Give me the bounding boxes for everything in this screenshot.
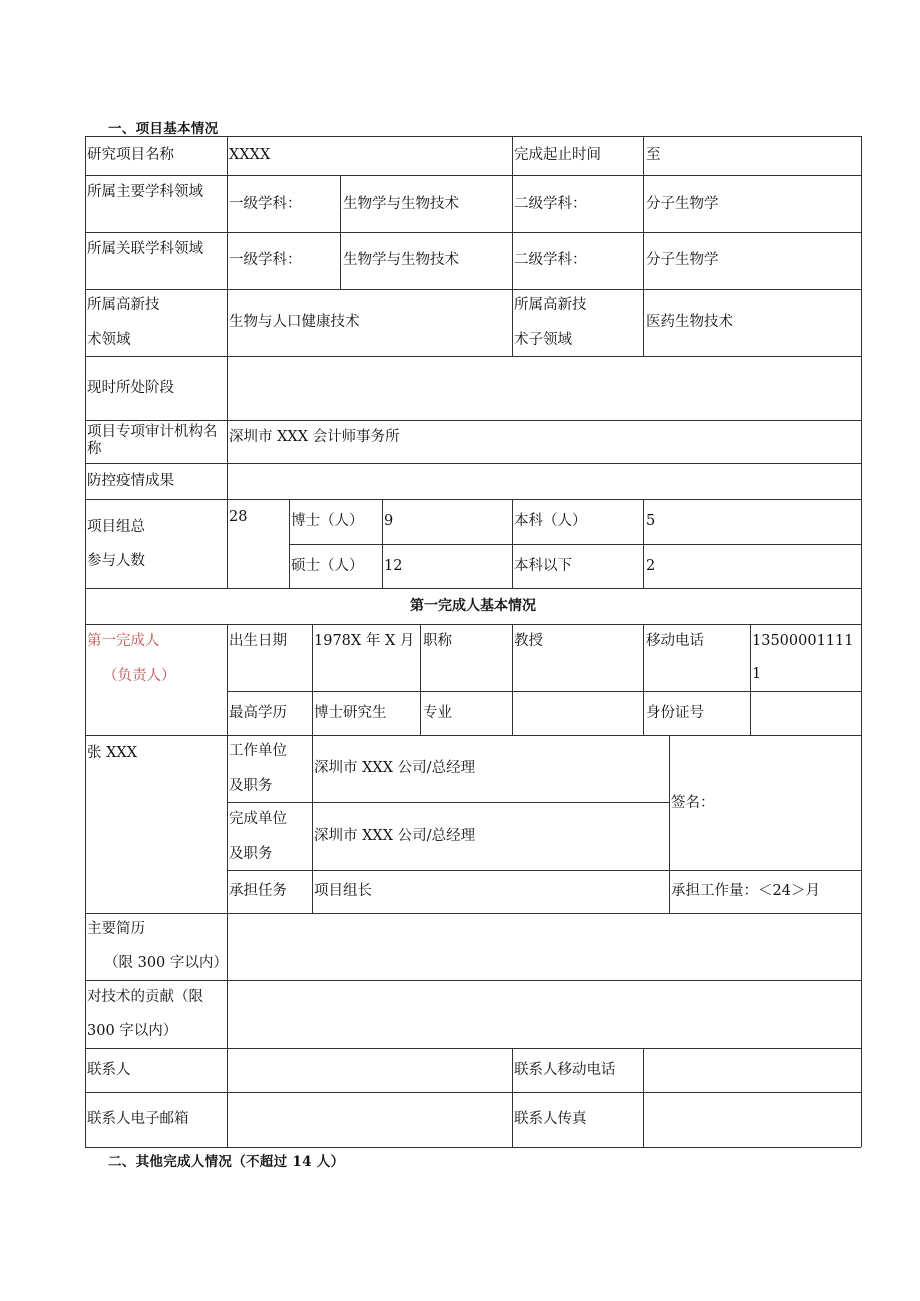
team-label-line1: 项目组总 (87, 519, 145, 535)
first-person-role-line2: （负责人） (103, 668, 176, 684)
related-field-label: 所属关联学科领域 (87, 241, 203, 257)
major-value[interactable] (513, 692, 642, 734)
resume-label-line2: （限 300 字以内） (104, 955, 228, 971)
contact-email-label: 联系人电子邮箱 (87, 1111, 189, 1127)
epidemic-value[interactable] (228, 464, 860, 498)
main-level2-label: 二级学科： (514, 196, 587, 212)
contact-email-value[interactable] (228, 1093, 511, 1146)
below-bachelor-label: 本科以下 (514, 558, 572, 574)
phd-value[interactable]: 9 (384, 513, 394, 529)
bachelor-value[interactable]: 5 (646, 513, 656, 529)
related-level2-label: 二级学科： (514, 252, 587, 268)
audit-label-line1: 项目专项审计机构名 (87, 424, 218, 440)
contact-label: 联系人 (87, 1062, 131, 1078)
contact-fax-label: 联系人传真 (514, 1111, 587, 1127)
task-value[interactable]: 项目组长 (314, 883, 372, 899)
hitech-sub-label-line2: 术子领域 (514, 332, 572, 348)
related-level1-value[interactable]: 生物学与生物技术 (343, 252, 459, 268)
main-field-label: 所属主要学科领域 (87, 184, 203, 200)
contact-mobile-value[interactable] (644, 1049, 860, 1091)
project-name-value[interactable]: XXXX (229, 147, 271, 163)
resume-label-line1: 主要简历 (87, 921, 145, 937)
audit-value[interactable]: 深圳市 XXX 会计师事务所 (229, 429, 400, 445)
major-label: 专业 (423, 705, 452, 721)
hitech-value[interactable]: 生物与人口健康技术 (229, 314, 360, 330)
contact-value[interactable] (228, 1049, 511, 1091)
contribution-label-line2: 300 字以内） (87, 1023, 178, 1039)
main-level1-value[interactable]: 生物学与生物技术 (343, 196, 459, 212)
finish-unit-label-line2: 及职务 (229, 846, 273, 862)
period-value[interactable]: 至 (646, 147, 661, 163)
bachelor-label: 本科（人） (514, 513, 587, 529)
contact-fax-value[interactable] (644, 1093, 860, 1146)
stage-label: 现时所处阶段 (87, 380, 174, 396)
first-person-name[interactable]: 张 XXX (87, 745, 138, 761)
section-1-heading: 一、项目基本情况 (108, 121, 219, 137)
mobile-value-line1[interactable]: 13500001111 (752, 633, 854, 649)
id-label: 身份证号 (646, 705, 704, 721)
team-label-line2: 参与人数 (87, 553, 145, 569)
work-unit-label-line1: 工作单位 (229, 743, 287, 759)
hitech-sub-value[interactable]: 医药生物技术 (646, 314, 733, 330)
phd-label: 博士（人） (291, 513, 364, 529)
first-person-section-title: 第一完成人基本情况 (410, 598, 536, 614)
title-label: 职称 (423, 633, 452, 649)
workload-label: 承担工作量：＜24＞月 (671, 883, 820, 899)
birth-value[interactable]: 1978X 年 X 月 (314, 633, 415, 649)
related-level1-label: 一级学科： (229, 252, 302, 268)
task-label: 承担任务 (229, 883, 287, 899)
birth-label: 出生日期 (229, 633, 287, 649)
master-label: 硕士（人） (291, 558, 364, 574)
mobile-label: 移动电话 (646, 633, 704, 649)
master-value[interactable]: 12 (384, 558, 403, 574)
main-level2-value[interactable]: 分子生物学 (646, 196, 719, 212)
period-label: 完成起止时间 (514, 147, 601, 163)
related-level2-value[interactable]: 分子生物学 (646, 252, 719, 268)
main-level1-label: 一级学科： (229, 196, 302, 212)
below-bachelor-value[interactable]: 2 (646, 558, 656, 574)
contact-mobile-label: 联系人移动电话 (514, 1062, 616, 1078)
contribution-label-line1: 对技术的贡献（限 (87, 989, 203, 1005)
resume-value[interactable] (228, 914, 860, 979)
section-2-heading: 二、其他完成人情况（不超过 14 人） (108, 1154, 345, 1170)
hitech-label-line1: 所属高新技 (87, 297, 160, 313)
project-name-label: 研究项目名称 (87, 147, 174, 163)
team-total-value[interactable]: 28 (229, 509, 248, 525)
finish-unit-label-line1: 完成单位 (229, 811, 287, 827)
audit-label-line2: 称 (87, 441, 102, 457)
education-label: 最高学历 (229, 705, 287, 721)
epidemic-label: 防控疫情成果 (87, 473, 174, 489)
work-unit-label-line2: 及职务 (229, 778, 273, 794)
signature-label: 签名： (671, 795, 715, 811)
finish-unit-value[interactable]: 深圳市 XXX 公司/总经理 (314, 828, 476, 844)
first-person-role-line1: 第一完成人 (87, 633, 160, 649)
title-value[interactable]: 教授 (514, 633, 543, 649)
work-unit-value[interactable]: 深圳市 XXX 公司/总经理 (314, 760, 476, 776)
hitech-label-line2: 术领域 (87, 332, 131, 348)
hitech-sub-label-line1: 所属高新技 (514, 297, 587, 313)
mobile-value-line2[interactable]: 1 (752, 666, 762, 682)
contribution-value[interactable] (228, 981, 860, 1047)
id-value[interactable] (751, 692, 860, 734)
education-value[interactable]: 博士研究生 (314, 705, 387, 721)
stage-value[interactable] (228, 357, 860, 419)
